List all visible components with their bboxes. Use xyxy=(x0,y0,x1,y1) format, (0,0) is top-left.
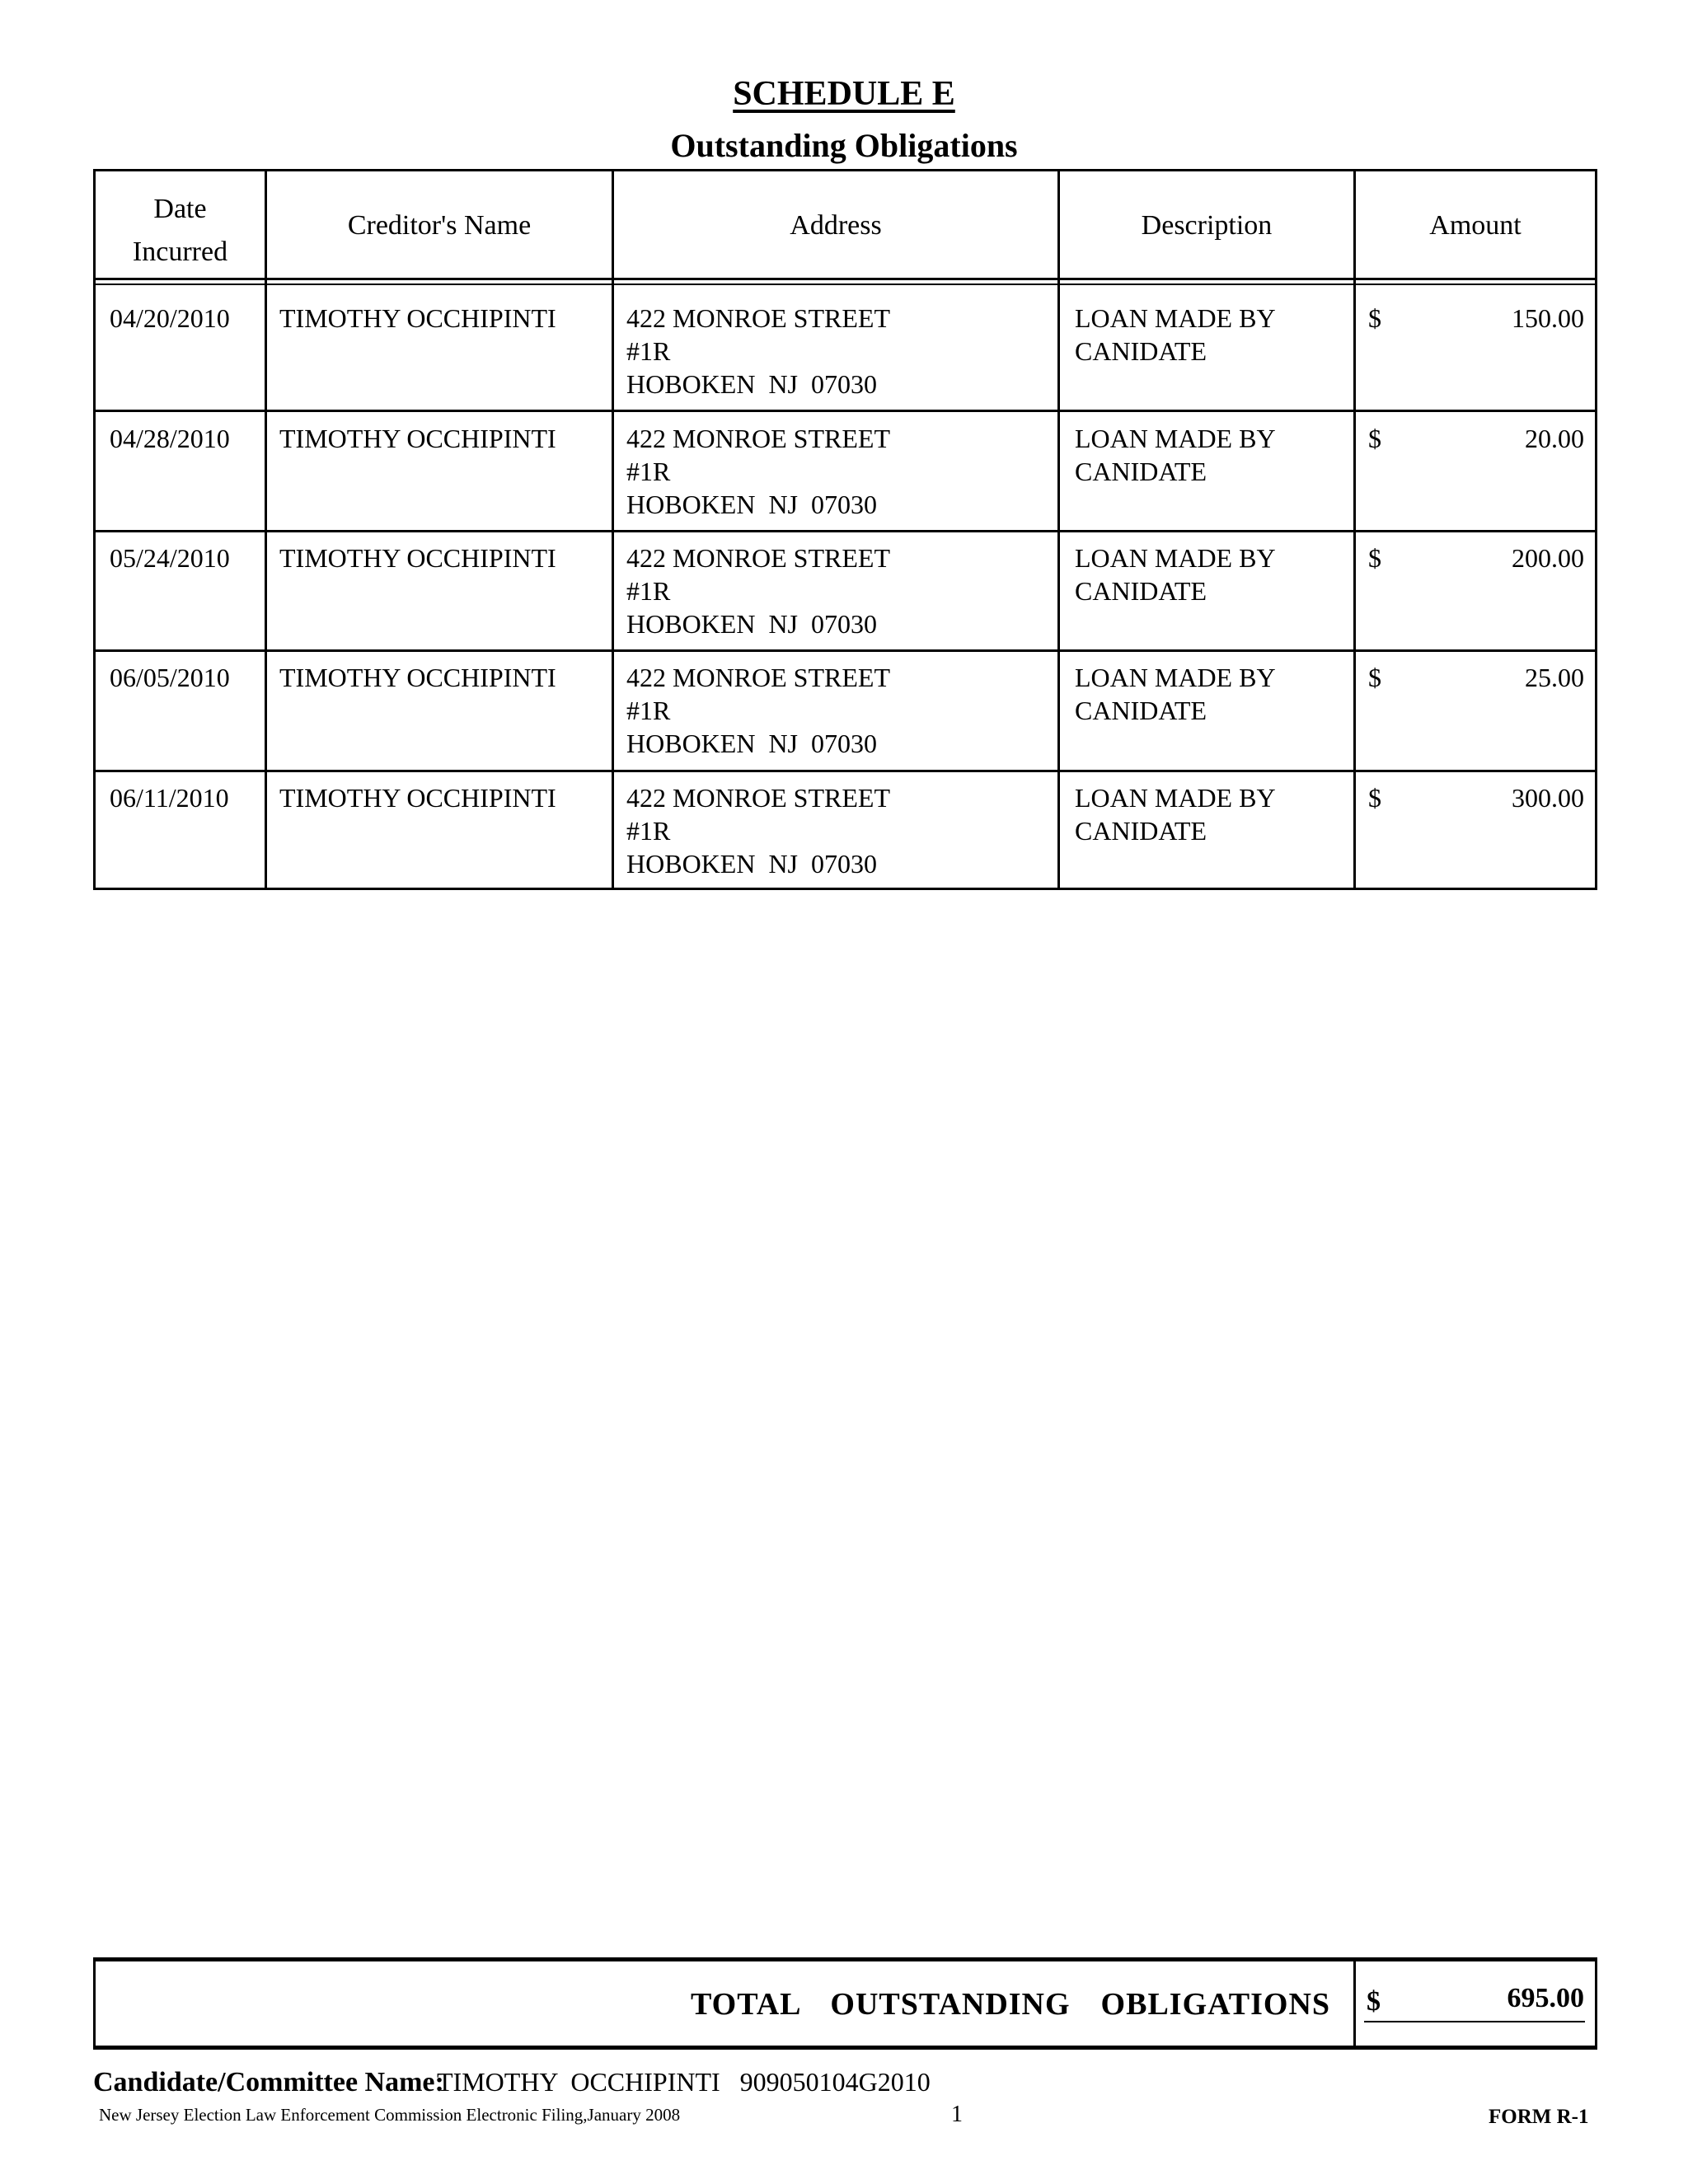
row-amount: 20.00 xyxy=(1525,424,1584,453)
row-divider xyxy=(93,410,1597,412)
row-address-line1: 422 MONROE STREET xyxy=(626,303,890,333)
row-address-line3: HOBOKEN NJ 07030 xyxy=(626,849,877,879)
header-separator xyxy=(93,278,1597,280)
row-creditor: TIMOTHY OCCHIPINTI xyxy=(279,424,556,453)
row-address-line1: 422 MONROE STREET xyxy=(626,663,890,692)
row-description-line1: LOAN MADE BY xyxy=(1075,303,1276,333)
total-underline xyxy=(1364,2021,1585,2022)
committee-name-value: TIMOTHY OCCHIPINTI 909050104G2010 xyxy=(437,2067,931,2097)
row-address-line2: #1R xyxy=(626,696,671,725)
row-description-line1: LOAN MADE BY xyxy=(1075,424,1276,453)
row-description-line2: CANIDATE xyxy=(1075,576,1207,606)
row-address-line2: #1R xyxy=(626,816,671,846)
row-divider xyxy=(93,530,1597,532)
row-address-line1: 422 MONROE STREET xyxy=(626,543,890,573)
row-currency: $ xyxy=(1368,543,1381,573)
header-amount: Amount xyxy=(1429,210,1522,241)
row-description-line1: LOAN MADE BY xyxy=(1075,543,1276,573)
row-currency: $ xyxy=(1368,783,1381,813)
row-creditor: TIMOTHY OCCHIPINTI xyxy=(279,663,556,692)
row-description-line1: LOAN MADE BY xyxy=(1075,663,1276,692)
row-date: 06/11/2010 xyxy=(110,783,229,813)
row-address-line2: #1R xyxy=(626,457,671,486)
row-creditor: TIMOTHY OCCHIPINTI xyxy=(279,783,556,813)
row-address-line3: HOBOKEN NJ 07030 xyxy=(626,729,877,758)
row-currency: $ xyxy=(1368,663,1381,692)
row-amount: 200.00 xyxy=(1512,543,1584,573)
header-description: Description xyxy=(1141,210,1273,241)
row-address-line3: HOBOKEN NJ 07030 xyxy=(626,490,877,519)
row-description-line2: CANIDATE xyxy=(1075,336,1207,366)
row-currency: $ xyxy=(1368,424,1381,453)
row-address-line3: HOBOKEN NJ 07030 xyxy=(626,369,877,399)
total-amount: 695.00 xyxy=(1507,1983,1584,2013)
row-description-line1: LOAN MADE BY xyxy=(1075,783,1276,813)
schedule-title: SCHEDULE E xyxy=(733,75,955,113)
header-creditor: Creditor's Name xyxy=(347,210,532,241)
page-number: 1 xyxy=(951,2102,963,2127)
row-divider xyxy=(93,649,1597,652)
total-label: TOTAL OUTSTANDING OBLIGATIONS xyxy=(691,1987,1331,2022)
header-address: Address xyxy=(790,210,882,241)
row-address-line1: 422 MONROE STREET xyxy=(626,783,890,813)
row-address-line2: #1R xyxy=(626,336,671,366)
row-divider xyxy=(93,770,1597,772)
total-divider xyxy=(1353,1957,1356,2050)
row-amount: 300.00 xyxy=(1512,783,1584,813)
row-date: 06/05/2010 xyxy=(110,663,230,692)
total-currency: $ xyxy=(1367,1986,1381,2017)
header-separator-inner xyxy=(93,284,1597,285)
schedule-subtitle: Outstanding Obligations xyxy=(670,127,1018,164)
footer-note: New Jersey Election Law Enforcement Commission Electronic Filing,January 2008 xyxy=(99,2105,681,2125)
row-date: 04/28/2010 xyxy=(110,424,230,453)
header-date-line2: Incurred xyxy=(132,237,228,267)
header-date-line1: Date xyxy=(153,194,207,224)
row-date: 05/24/2010 xyxy=(110,543,230,573)
form-id: FORM R-1 xyxy=(1489,2106,1589,2128)
row-address-line3: HOBOKEN NJ 07030 xyxy=(626,609,877,639)
row-date: 04/20/2010 xyxy=(110,303,230,333)
row-address-line1: 422 MONROE STREET xyxy=(626,424,890,453)
row-currency: $ xyxy=(1368,303,1381,333)
row-description-line2: CANIDATE xyxy=(1075,696,1207,725)
row-amount: 150.00 xyxy=(1512,303,1584,333)
row-description-line2: CANIDATE xyxy=(1075,816,1207,846)
row-creditor: TIMOTHY OCCHIPINTI xyxy=(279,543,556,573)
committee-name-label: Candidate/Committee Name: xyxy=(93,2067,444,2097)
row-description-line2: CANIDATE xyxy=(1075,457,1207,486)
row-amount: 25.00 xyxy=(1525,663,1584,692)
row-creditor: TIMOTHY OCCHIPINTI xyxy=(279,303,556,333)
header-date xyxy=(96,188,265,274)
row-address-line2: #1R xyxy=(626,576,671,606)
